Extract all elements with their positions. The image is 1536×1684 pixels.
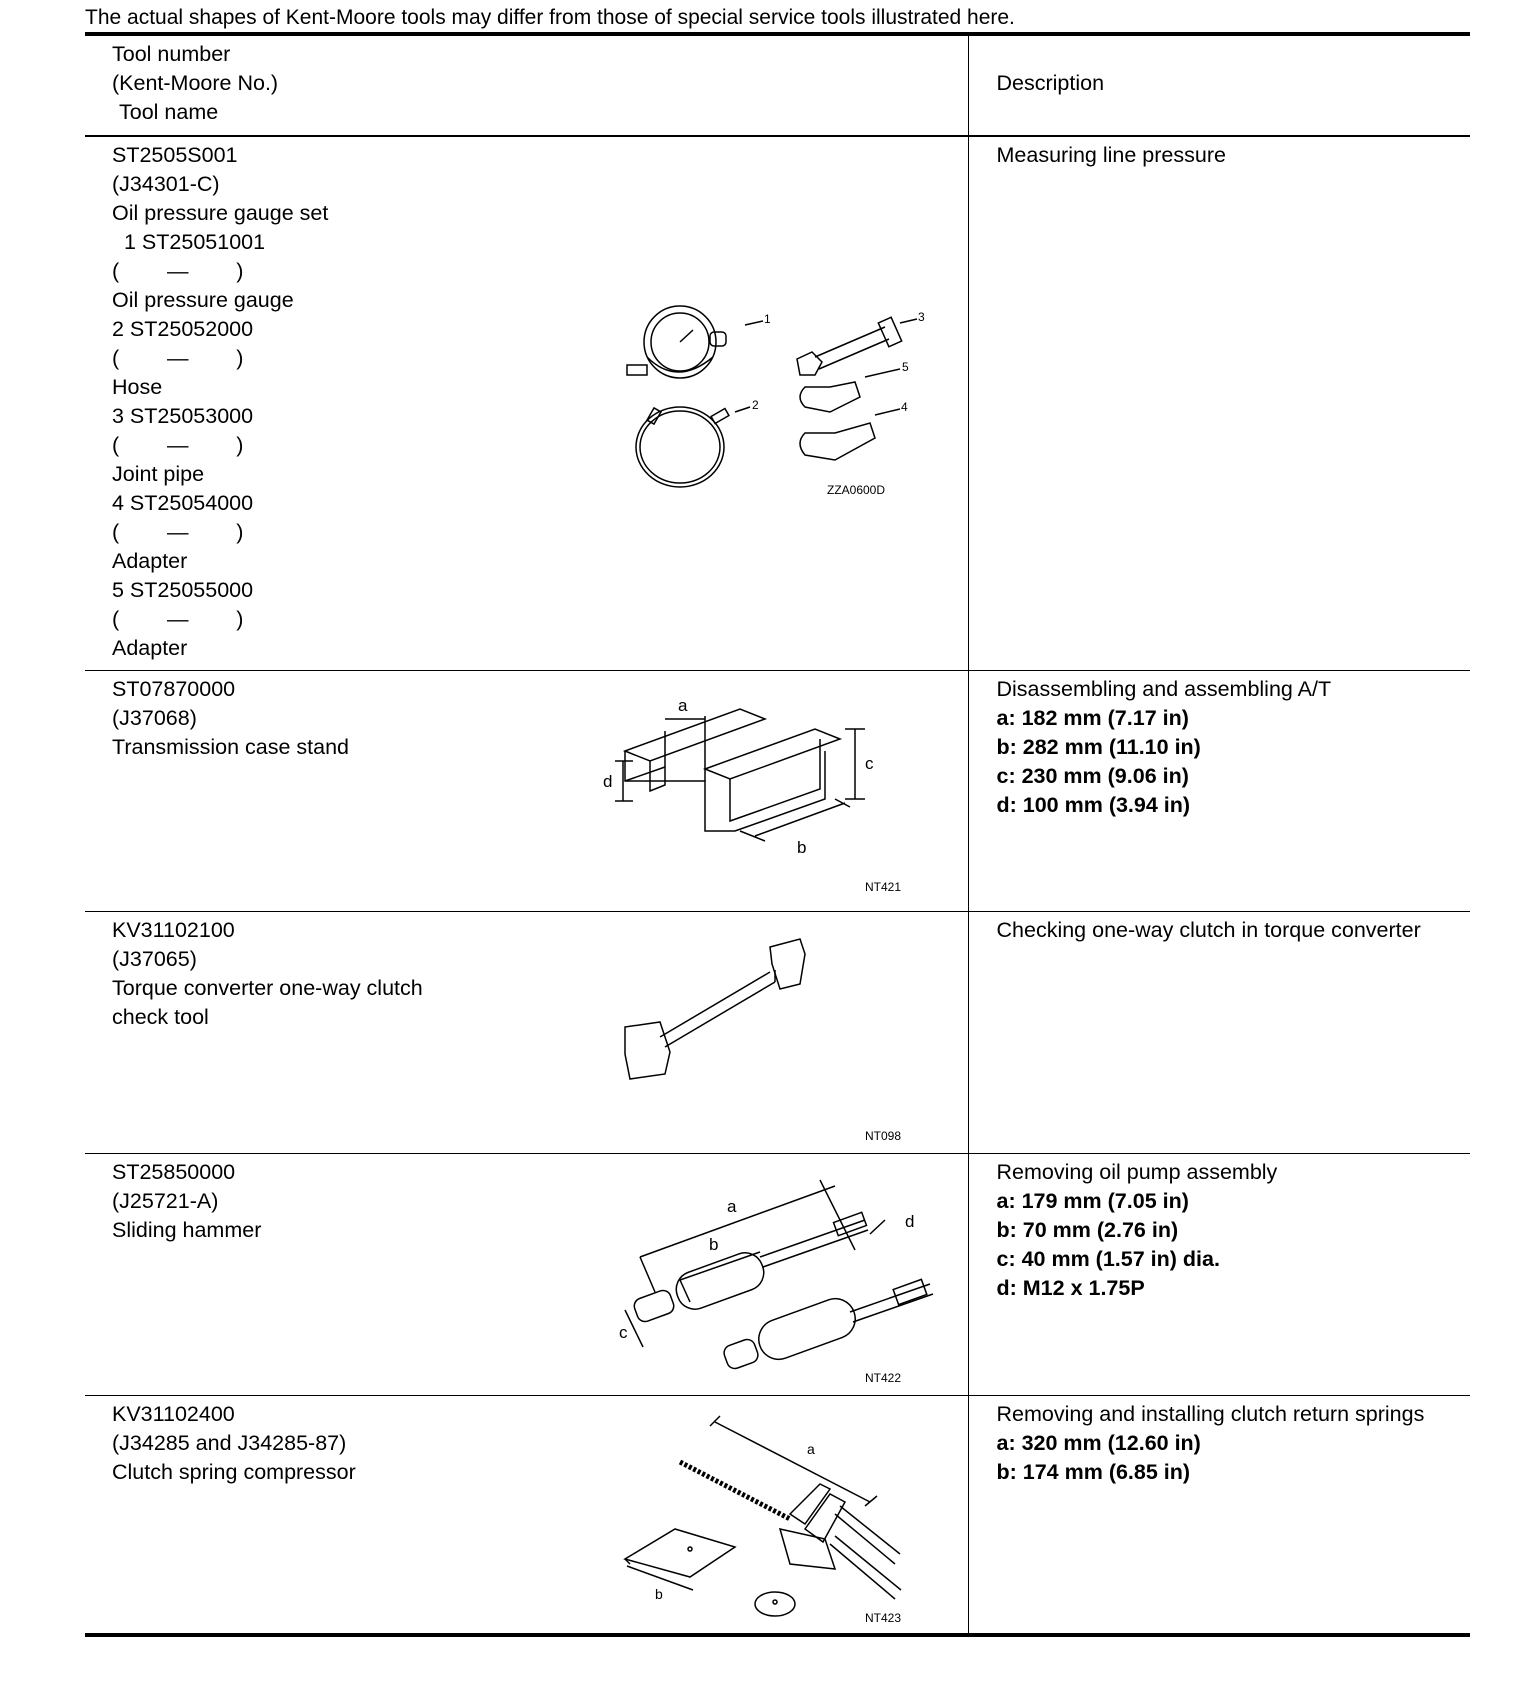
part-name: Joint pipe xyxy=(112,462,205,486)
special-service-tools-table xyxy=(85,32,1470,1637)
description-cell xyxy=(968,911,1470,1153)
kent-moore-no: (J34285 and J34285-87) xyxy=(112,1430,347,1455)
callout-5: 5 xyxy=(902,360,909,374)
description-text: Removing oil pump assembly xyxy=(996,1159,1278,1184)
kent-moore-no: (J25721-A) xyxy=(112,1188,219,1213)
part-name: Adapter xyxy=(112,636,188,660)
page-note: The actual shapes of Kent-Moore tools may differ from those of special service tools illustrated here. xyxy=(85,6,1015,29)
tool-name: Transmission case stand xyxy=(112,734,349,759)
tool-name-continued: check tool xyxy=(112,1004,209,1029)
part-number: 2 ST25052000 xyxy=(112,317,254,341)
table-header-row xyxy=(85,34,1470,136)
dim-label-a: a xyxy=(678,695,688,715)
figure-code: NT423 xyxy=(865,1610,902,1625)
part-number: 5 ST25055000 xyxy=(112,578,254,602)
description-text: Disassembling and assembling A/T xyxy=(996,676,1332,701)
tool-number: ST07870000 xyxy=(112,676,236,701)
tool-name: Clutch spring compressor xyxy=(112,1459,356,1484)
description-cell xyxy=(968,1153,1470,1395)
description-text: Removing and installing clutch return springs xyxy=(996,1401,1425,1426)
description-cell xyxy=(968,136,1470,670)
dimension-c: c: 40 mm (1.57 in) dia. xyxy=(996,1246,1220,1271)
header-tool-info xyxy=(85,34,968,136)
dim-label-b: b xyxy=(655,1585,663,1602)
part-number: 3 ST25053000 xyxy=(112,404,254,428)
dim-label-c: c xyxy=(865,753,874,773)
clutch-check-tool-illustration xyxy=(565,922,925,1142)
dimension-d: d: M12 x 1.75P xyxy=(996,1275,1145,1300)
part-name: Hose xyxy=(112,375,163,399)
description-cell xyxy=(968,670,1470,911)
callout-4: 4 xyxy=(901,400,908,414)
description-text: Checking one-way clutch in torque converter xyxy=(996,917,1421,942)
transmission-case-stand-illustration xyxy=(565,681,925,901)
tool-info-cell xyxy=(85,1395,968,1635)
tool-info-cell xyxy=(85,911,968,1153)
dimension-a: a: 182 mm (7.17 in) xyxy=(996,705,1189,730)
part-kent-moore-no: ( — ) xyxy=(112,520,244,544)
table-row xyxy=(85,911,1470,1153)
tool-info-cell xyxy=(85,1153,968,1395)
header-kent-moore-no: (Kent-Moore No.) xyxy=(112,71,279,95)
dimension-b: b: 174 mm (6.85 in) xyxy=(996,1459,1191,1484)
dim-label-b: b xyxy=(797,837,807,857)
callout-1: 1 xyxy=(764,312,771,326)
dimension-b: b: 282 mm (11.10 in) xyxy=(996,734,1201,759)
dim-label-d: d xyxy=(905,1211,915,1231)
part-number: 4 ST25054000 xyxy=(112,491,254,515)
tool-number: KV31102400 xyxy=(112,1401,235,1426)
oil-pressure-gauge-set-illustration xyxy=(565,297,925,507)
tool-name: Oil pressure gauge set xyxy=(112,201,329,225)
part-kent-moore-no: ( — ) xyxy=(112,433,244,457)
dim-label-d: d xyxy=(603,771,613,791)
figure-code: NT421 xyxy=(865,879,902,894)
table-row xyxy=(85,1395,1470,1635)
callout-2: 2 xyxy=(752,398,759,412)
description-text: Measuring line pressure xyxy=(996,143,1226,167)
dim-label-b: b xyxy=(709,1234,719,1254)
table-row xyxy=(85,1153,1470,1395)
part-kent-moore-no: ( — ) xyxy=(112,346,244,370)
part-name: Adapter xyxy=(112,549,188,573)
part-name: Oil pressure gauge xyxy=(112,288,294,312)
description-cell xyxy=(968,1395,1470,1635)
dim-label-c: c xyxy=(619,1322,628,1342)
tool-info-cell xyxy=(85,670,968,911)
dimension-c: c: 230 mm (9.06 in) xyxy=(996,763,1189,788)
header-tool-number: Tool number xyxy=(112,42,231,66)
figure-code: NT422 xyxy=(865,1370,902,1385)
kent-moore-no: (J37068) xyxy=(112,705,197,730)
tool-number: KV31102100 xyxy=(112,917,235,942)
figure-code: ZZA0600D xyxy=(827,483,886,497)
kent-moore-no: (J37065) xyxy=(112,946,197,971)
table-row xyxy=(85,136,1470,670)
callout-3: 3 xyxy=(918,310,925,324)
tool-number: ST2505S001 xyxy=(112,143,238,167)
figure-code: NT098 xyxy=(865,1128,902,1142)
tool-number: ST25850000 xyxy=(112,1159,236,1184)
header-description: Description xyxy=(996,71,1105,95)
dimension-a: a: 179 mm (7.05 in) xyxy=(996,1188,1189,1213)
table-row xyxy=(85,670,1470,911)
part-kent-moore-no: ( — ) xyxy=(112,607,244,631)
tool-name: Torque converter one-way clutch xyxy=(112,975,423,1000)
clutch-spring-compressor-illustration xyxy=(565,1404,925,1629)
kent-moore-no: (J34301-C) xyxy=(112,172,220,196)
dim-label-a: a xyxy=(727,1196,737,1216)
dim-label-a: a xyxy=(807,1440,815,1457)
header-tool-name: Tool name xyxy=(119,100,219,124)
sliding-hammer-illustration xyxy=(565,1162,935,1387)
dimension-a: a: 320 mm (12.60 in) xyxy=(996,1430,1201,1455)
part-number: 1 ST25051001 xyxy=(124,230,266,254)
part-kent-moore-no: ( — ) xyxy=(112,259,244,283)
dimension-d: d: 100 mm (3.94 in) xyxy=(996,792,1191,817)
dimension-b: b: 70 mm (2.76 in) xyxy=(996,1217,1179,1242)
tool-info-cell xyxy=(85,136,968,670)
tool-name: Sliding hammer xyxy=(112,1217,262,1242)
